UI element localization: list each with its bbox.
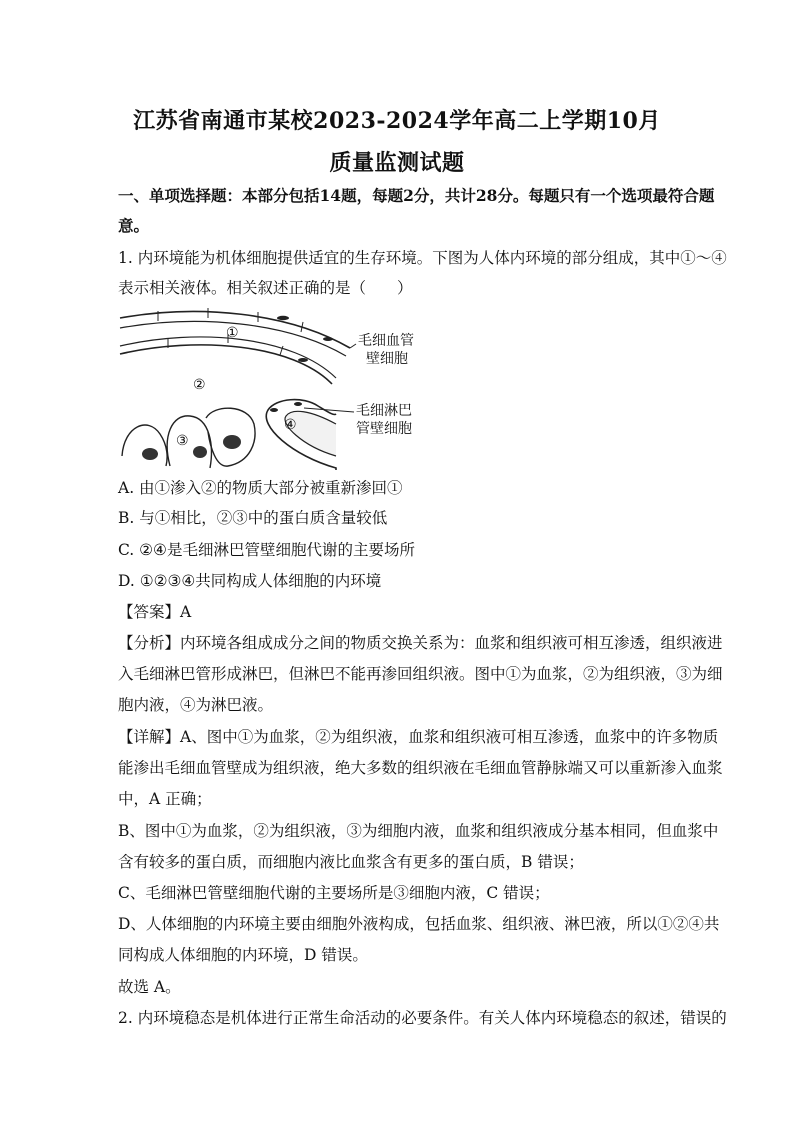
- detail-line-2: 能渗出毛细血管壁成为组织液，绝大多数的组织液在毛细血管静脉端又可以重新渗入血浆: [118, 759, 723, 777]
- section-heading-line-1: 一、单项选择题：本部分包括14题，每题2分，共计28分。每题只有一个选项最符合题: [118, 186, 715, 205]
- wall-cell-nucleus: [277, 316, 289, 320]
- capillary-inner-wall: [120, 337, 336, 378]
- tissue-cell-nucleus: [223, 435, 241, 449]
- analysis-line-1: 【分析】内环境各组成成分之间的物质交换关系为：血浆和组织液可相互渗透，组织液进: [118, 634, 723, 652]
- leader-line-lymph: [304, 408, 354, 412]
- analysis-line-2: 入毛细淋巴管形成淋巴，但淋巴不能再渗回组织液。图中①为血浆，②为组织液，③为细: [118, 665, 723, 683]
- tissue-cell: [122, 425, 167, 466]
- tissue-cell-nucleus: [142, 448, 158, 460]
- wall-cell-nucleus: [298, 358, 308, 362]
- analysis-line-3: 胞内液，④为淋巴液。: [118, 696, 274, 714]
- title-line-1: 江苏省南通市某校2023-2024学年高二上学期10月: [133, 108, 661, 134]
- question-1-stem-line-1: 1. 内环境能为机体细胞提供适宜的生存环境。下图为人体内环境的部分组成，其中①～④: [118, 249, 727, 267]
- option-a: A. 由①渗入②的物质大部分被重新渗回①: [118, 479, 403, 497]
- title-line-2: 质量监测试题: [329, 150, 465, 176]
- detail-line-7: D、人体细胞的内环境主要由细胞外液构成，包括血浆、组织液、淋巴液，所以①②④共: [118, 915, 720, 933]
- lymph-wall-nucleus: [294, 402, 302, 406]
- capillary-inner-wall-outer: [120, 345, 332, 384]
- question-2-stem-line-1: 2. 内环境稳态是机体进行正常生命活动的必要条件。有关人体内环境稳态的叙述，错误的: [118, 1009, 727, 1027]
- caption-blood-capillary-line-1: 毛细血管: [358, 333, 414, 349]
- caption-blood-capillary-line-2: 壁细胞: [366, 351, 408, 367]
- figure-label-2: ②: [193, 377, 206, 393]
- detail-line-1: 【详解】A、图中①为血浆，②为组织液，血浆和组织液可相互渗透，血浆中的许多物质: [118, 728, 719, 746]
- figure-label-4: ④: [284, 417, 297, 433]
- detail-line-8: 同构成人体细胞的内环境，D 错误。: [118, 946, 368, 964]
- leader-line-blood: [350, 344, 356, 348]
- figure-drawing: [118, 306, 428, 472]
- figure-label-1: ①: [226, 325, 239, 341]
- option-b: B. 与①相比，②③中的蛋白质含量较低: [118, 509, 388, 527]
- wall-cell-nucleus: [323, 337, 333, 341]
- detail-line-6: C、毛细淋巴管壁细胞代谢的主要场所是③细胞内液，C 错误；: [118, 884, 550, 902]
- detail-line-9: 故选 A。: [118, 978, 181, 996]
- detail-line-5: 含有较多的蛋白质，而细胞内液比血浆含有更多的蛋白质，B 错误；: [118, 853, 584, 871]
- caption-lymph-capillary-line-1: 毛细淋巴: [356, 403, 412, 419]
- tissue-cell-nucleus: [193, 446, 207, 458]
- figure-label-3: ③: [176, 433, 189, 449]
- detail-line-4: B、图中①为血浆，②为组织液，③为细胞内液，血浆和组织液成分基本相同，但血浆中: [118, 822, 719, 840]
- option-d: D. ①②③④共同构成人体细胞的内环境: [118, 572, 382, 590]
- answer-line: 【答案】A: [118, 603, 192, 621]
- option-c: C. ②④是毛细淋巴管壁细胞代谢的主要场所: [118, 541, 415, 559]
- detail-line-3: 中，A 正确；: [118, 790, 212, 808]
- question-1-stem-line-2: 表示相关液体。相关叙述正确的是（ ）: [118, 279, 413, 297]
- tissue-cell: [167, 416, 211, 468]
- section-heading-line-2: 意。: [118, 216, 150, 235]
- internal-environment-figure: [118, 306, 428, 472]
- lymph-wall-nucleus: [270, 408, 278, 412]
- caption-lymph-capillary-line-2: 管壁细胞: [356, 421, 412, 437]
